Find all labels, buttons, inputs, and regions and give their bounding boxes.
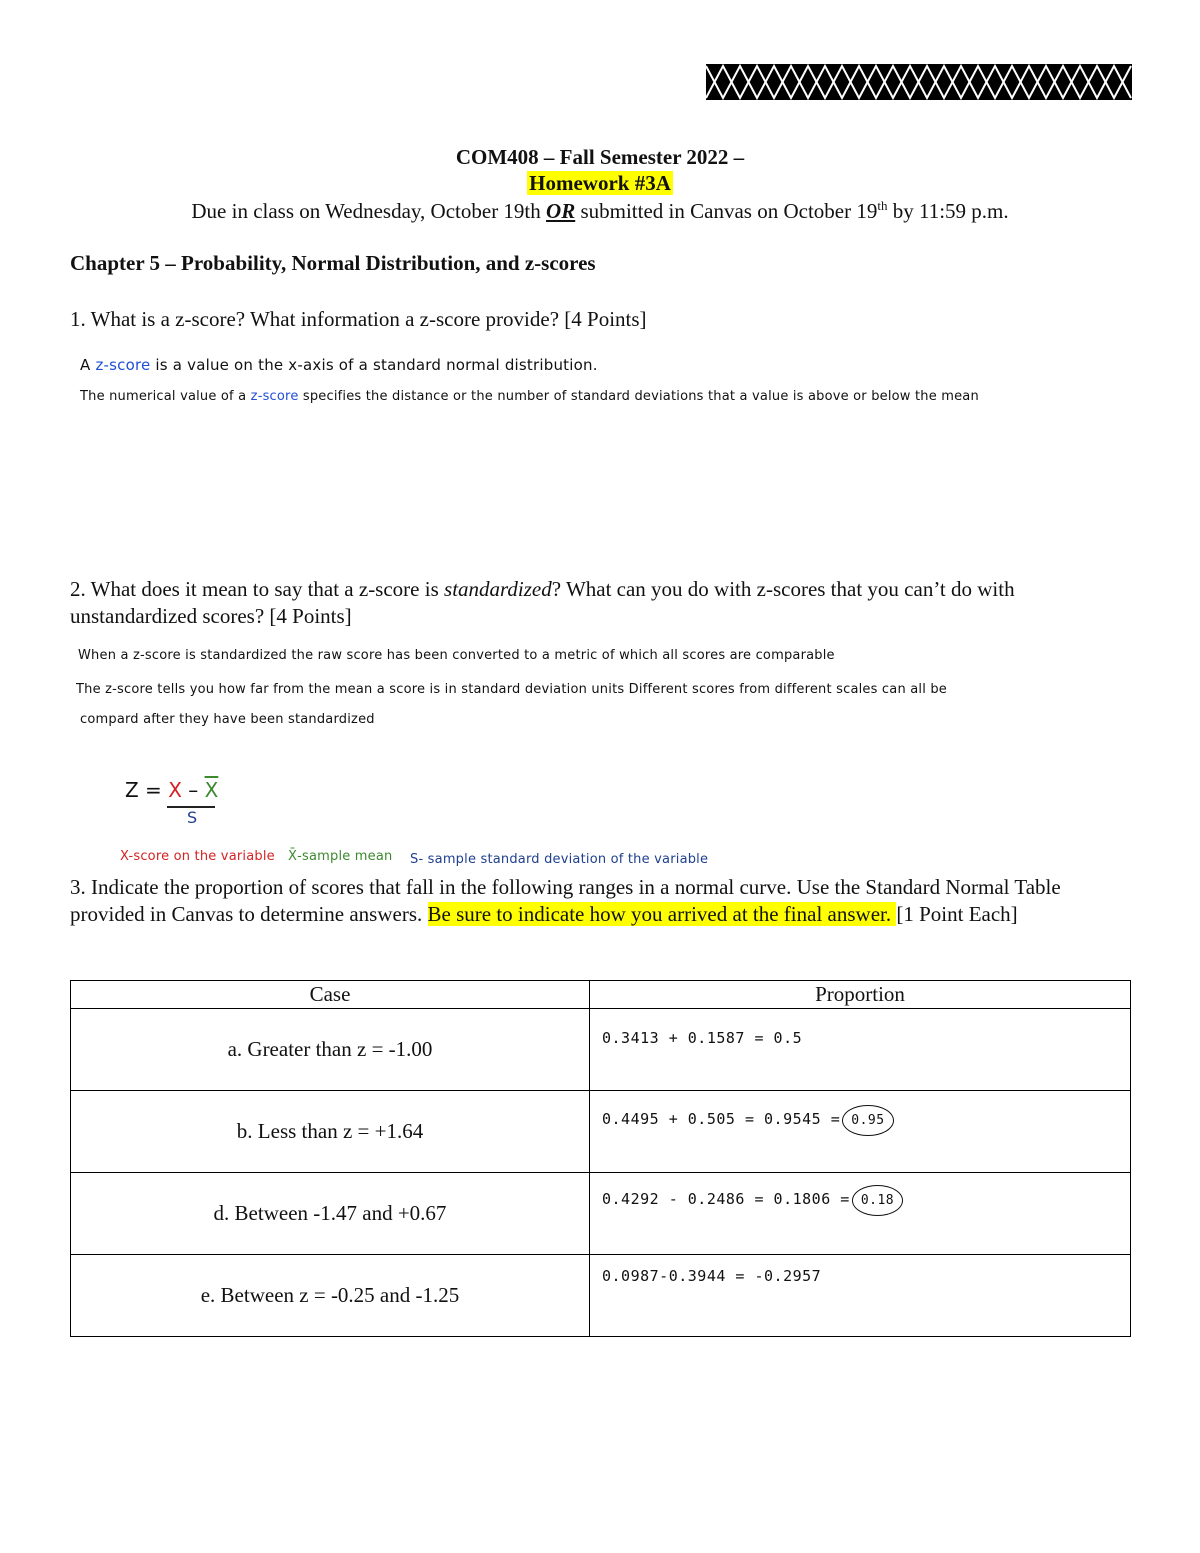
proportion-cell <box>590 1091 1131 1173</box>
answer <box>602 1267 821 1285</box>
formula-minus: – <box>181 778 205 802</box>
table-row <box>71 1255 1131 1337</box>
q1-answer-2a: The numerical value of a <box>80 389 251 404</box>
q2-text-em: standardized <box>444 577 552 601</box>
circled-answer: 0.95 <box>842 1105 893 1136</box>
homework-title-wrap <box>0 171 1200 196</box>
circled-answer: 0.18 <box>852 1185 903 1216</box>
q1-answer-line-1 <box>80 356 598 374</box>
formula-x: X <box>168 778 182 802</box>
answer-text: 0.4292 - 0.2486 = 0.1806 = <box>602 1190 850 1208</box>
answer-text: 0.3413 + 0.1587 = 0.5 <box>602 1029 803 1047</box>
table-row <box>71 1009 1131 1091</box>
legend-xbar: X̄-sample mean <box>288 849 393 864</box>
q2-answer-line-1: When a z-score is standardized the raw score has been converted to a metric of which all scores are comparable <box>78 648 835 663</box>
question-3 <box>70 874 1132 927</box>
q3-text-highlight: Be sure to indicate how you arrived at the final answer. <box>427 901 897 926</box>
legend-s: S- sample standard deviation of the variable <box>410 852 709 867</box>
formula-denominator: S <box>187 808 198 827</box>
table-row <box>71 1091 1131 1173</box>
answer <box>602 1105 894 1136</box>
answer <box>602 1029 802 1047</box>
proportion-cell <box>590 1255 1131 1337</box>
q2-answer-line-2: The z-score tells you how far from the mean a score is in standard deviation units Different scores from different scales can all be <box>76 682 947 697</box>
table-header-row <box>71 981 1131 1009</box>
due-middle: submitted in Canvas on October 19 <box>575 199 878 223</box>
q1-answer-line-2 <box>80 389 979 404</box>
case-cell: a. Greater than z = -1.00 <box>71 1009 590 1091</box>
due-sup: th <box>877 198 888 213</box>
question-1: 1. What is a z-score? What information a z-score provide? [4 Points] <box>70 307 647 331</box>
proportion-cell <box>590 1173 1131 1255</box>
formula-xbar: $\overline{X}$ <box>204 778 219 802</box>
due-prefix: Due in class on Wednesday, October 19th <box>191 199 547 223</box>
chapter-title: Chapter 5 – Probability, Normal Distribution, and z-scores <box>70 251 596 275</box>
question-2 <box>70 576 1132 629</box>
q3-text-b: [1 Point Each] <box>896 901 1018 926</box>
legend-x: X-score on the variable <box>120 849 275 864</box>
answer <box>602 1185 903 1216</box>
col-proportion: Proportion <box>590 981 1131 1009</box>
q2-text-b: ? What can you do with z-scores that you can’t do with unstandardized scores? [4 Points] <box>70 577 1015 628</box>
homework-title: Homework #3A <box>529 171 671 195</box>
table-row <box>71 1173 1131 1255</box>
due-suffix: by 11:59 p.m. <box>887 199 1009 223</box>
q1-answer-2b: specifies the distance or the number of standard deviations that a value is above or below the mean <box>298 389 979 404</box>
case-cell: d. Between -1.47 and +0.67 <box>71 1173 590 1255</box>
q1-answer-1-z: z-score <box>95 356 151 374</box>
q2-text-a: 2. What does it mean to say that a z-score is <box>70 577 445 601</box>
q1-answer-2-z: z-score <box>250 389 299 404</box>
due-line <box>0 198 1200 224</box>
q1-answer-1b: is a value on the x-axis of a standard normal distribution. <box>150 356 598 374</box>
redaction-block <box>706 64 1132 100</box>
due-or: OR <box>546 199 576 223</box>
answer-text: 0.4495 + 0.505 = 0.9545 = <box>602 1110 841 1128</box>
course-line: COM408 – Fall Semester 2022 – <box>455 145 745 169</box>
proportion-table <box>70 980 1131 1337</box>
col-case: Case <box>71 981 590 1009</box>
q2-answer-line-3: compard after they have been standardized <box>80 712 375 727</box>
formula-lhs: Z = <box>125 778 169 802</box>
proportion-cell <box>590 1009 1131 1091</box>
q1-answer-1a: A <box>80 356 96 374</box>
formula-numerator <box>125 778 218 802</box>
q3-text-a: 3. Indicate the proportion of scores that fall in the following ranges in a normal curve. Use the Standard Normal Table provided in Canvas to determine answers. <box>70 875 1061 926</box>
answer-text: 0.0987-0.3944 = -0.2957 <box>602 1267 822 1285</box>
case-cell: e. Between z = -0.25 and -1.25 <box>71 1255 590 1337</box>
case-cell: b. Less than z = +1.64 <box>71 1091 590 1173</box>
